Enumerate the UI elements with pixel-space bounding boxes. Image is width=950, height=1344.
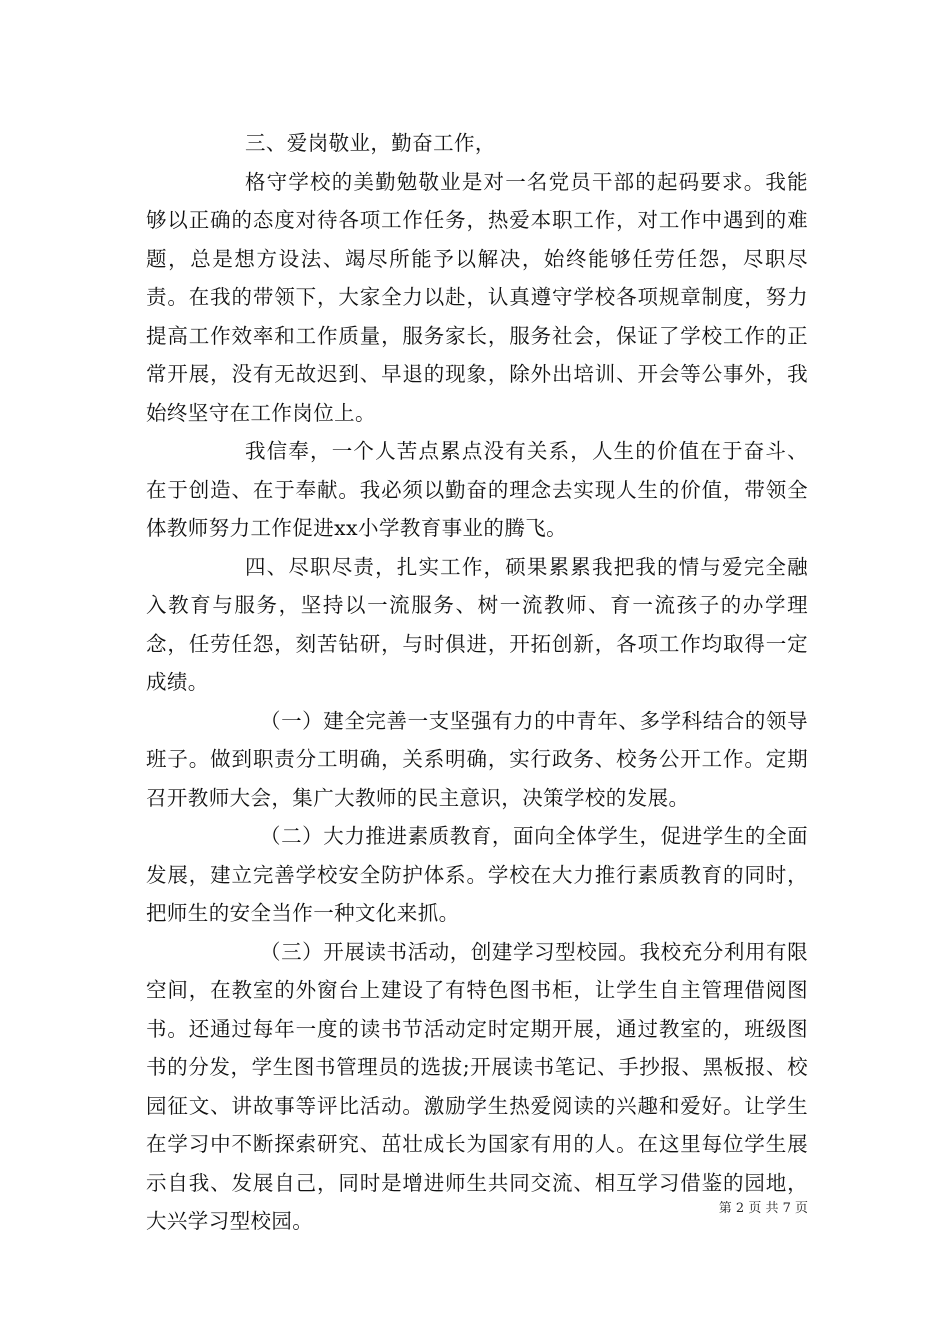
paragraph-item-three: （三）开展读书活动，创建学习型校园。我校充分利用有限空间，在教室的外窗台上建设了有特色图书柜，让学生自主管理借阅图书。还通过每年一度的读书节活动定时定期开展，通过教室的，班级图书的分发，学生图书管理员的选拔;开展读书笔记、手抄报、黑板报、校园征文、讲故事等评比活动。激励学生热爱阅读的兴趣和爱好。让学生在学习中不断探索研究、茁壮成长为国家有用的人。在这里每位学生展示自我、发展自己，同时是增进师生共同交流、相互学习借鉴的园地，大兴学习型校园。 [146,939,808,1233]
page-number: 第 2 页 共 7 页 [718,1201,808,1216]
paragraph-belief: 我信奉，一个人苦点累点没有关系，人生的价值在于奋斗、在于创造、在于奉献。我必须以勤奋的理念去实现人生的价值，带领全体教师努力工作促进xx小学教育事业的腾飞。 [146,439,808,540]
section-paragraph-four: 四、尽职尽责，扎实工作，硕果累累我把我的情与爱完全融入教育与服务，坚持以一流服务、树一流教师、育一流孩子的办学理念，任劳任怨，刻苦钻研，与时俱进，开拓创新，各项工作均取得一定成绩。 [146,554,808,694]
paragraph-item-two: （二）大力推进素质教育，面向全体学生，促进学生的全面发展，建立完善学校安全防护体系。学校在大力推行素质教育的同时，把师生的安全当作一种文化来抓。 [146,824,808,925]
paragraph-dedication: 格守学校的美勤勉敬业是对一名党员干部的起码要求。我能够以正确的态度对待各项工作任务，热爱本职工作，对工作中遇到的难题，总是想方设法、竭尽所能予以解决，始终能够任劳任怨，尽职尽责。在我的带领下，大家全力以赴，认真遵守学校各项规章制度，努力提高工作效率和工作质量，服务家长，服务社会，保证了学校工作的正常开展，没有无故迟到、早退的现象，除外出培训、开会等公事外，我始终坚守在工作岗位上。 [146,169,808,425]
paragraph-item-one: （一）建全完善一支坚强有力的中青年、多学科结合的领导班子。做到职责分工明确，关系明确，实行政务、校务公开工作。定期召开教师大会，集广大教师的民主意识，决策学校的发展。 [146,708,808,810]
section-heading-three: 三、爱岗敬业，勤奋工作， [245,131,496,155]
document-body [146,124,808,1241]
